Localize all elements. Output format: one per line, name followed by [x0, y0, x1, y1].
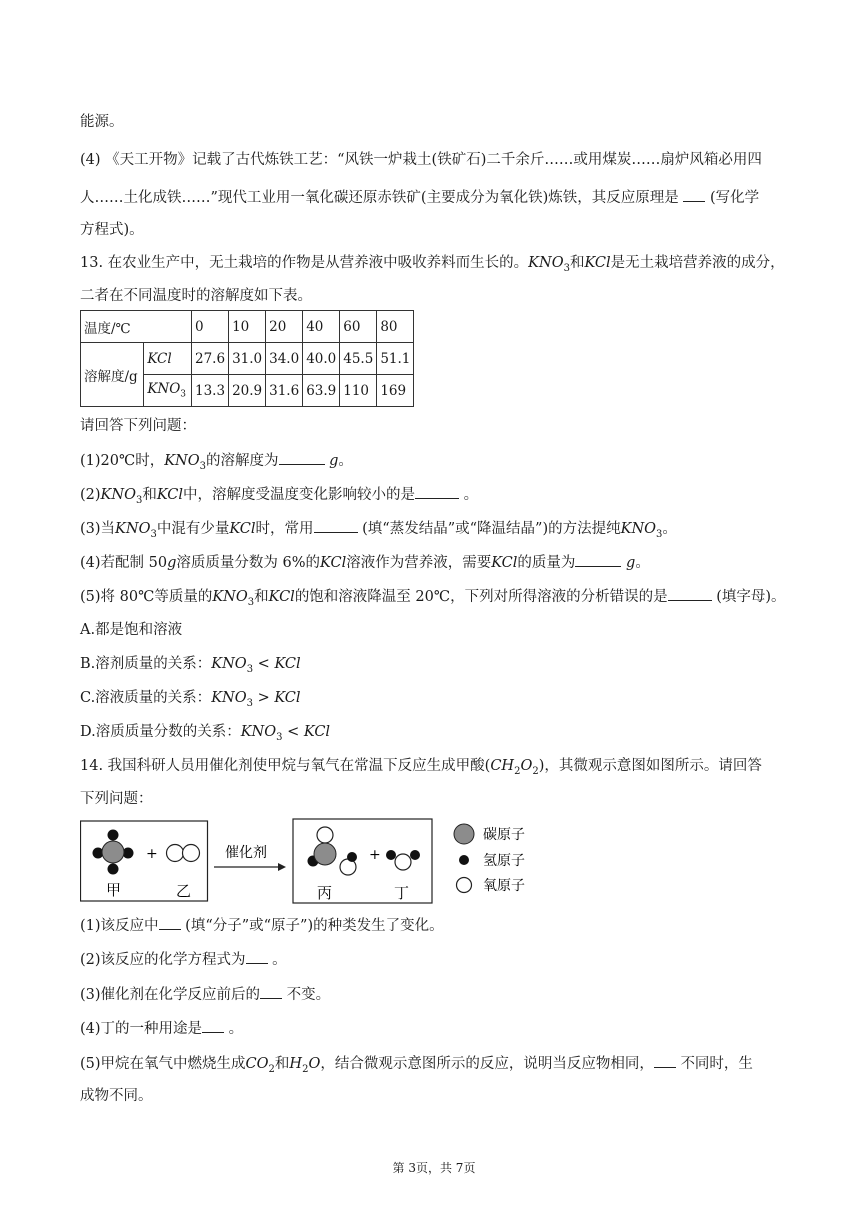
table-cell: KCl — [144, 343, 192, 375]
text: 13. 在农业生产中，无土栽培的作物是从营养液中吸收养料而生长的。 — [80, 255, 529, 271]
legend-carbon: 碳原子 — [483, 827, 525, 843]
text: 是无土栽培营养液的成分， — [610, 255, 785, 271]
table-cell: 80 — [377, 311, 414, 343]
label-ding: 丁 — [394, 884, 410, 902]
text: 人……土化成铁……”现代工业用一氧化碳还原赤铁矿(主要成分为氧化铁)炼铁，其反应原理是 — [80, 190, 679, 206]
label-yi: 乙 — [176, 882, 192, 900]
catalyst-label: 催化剂 — [225, 845, 267, 861]
text-line: 成物不同。 — [80, 1088, 153, 1104]
table-cell: 20 — [266, 311, 303, 343]
answer-blank[interactable] — [202, 1018, 224, 1033]
table-header-row — [81, 311, 414, 343]
formula-kno3: $KNO_3$ — [528, 255, 570, 274]
formula-kcl: KCl — [584, 255, 611, 271]
text: (写化学 — [709, 190, 760, 206]
sub-question-3: (3)当$KNO_3$中混有少量KCl时，常用 (填“蒸发结晶”或“降温结晶”)的方法提纯$KNO_3$。 — [80, 518, 677, 545]
text-line — [80, 187, 759, 208]
water-molecule — [386, 850, 420, 870]
table-cell: 10 — [229, 311, 266, 343]
table-cell: 51.1 — [377, 343, 414, 375]
answer-blank[interactable] — [260, 984, 282, 999]
sub-question-14-1: (1)该反应中 (填“分子”或“原子”)的种类发生了变化。 — [80, 915, 444, 936]
table-cell: 63.9 — [303, 375, 340, 407]
text-line — [80, 220, 144, 240]
answer-blank[interactable] — [415, 484, 459, 499]
text: 方程式)。 — [80, 222, 144, 238]
option-b: B.溶剂质量的关系：$KNO_3$ < KCl — [80, 656, 301, 675]
question-13-stem — [80, 253, 785, 279]
table-cell: 27.6 — [192, 343, 229, 375]
plus-sign: + — [146, 846, 158, 862]
table-cell: 110 — [340, 375, 377, 407]
question-14-stem: 14. 我国科研人员用催化剂使甲烷与氧气在常温下反应生成甲酸$(CH_2O_2)$，其微观示意图如图所示。请回答 — [80, 758, 762, 777]
plus-sign: + — [369, 847, 381, 863]
text: 二者在不同温度时的溶解度如下表。 — [80, 288, 312, 304]
answer-blank[interactable] — [279, 450, 325, 465]
sub-question-5: (5)将 80℃等质量的$KNO_3$和KCl的饱和溶液降温至 20℃，下列对所得溶液的分析错误的是 (填字母)。 — [80, 586, 786, 613]
table-cell: 13.3 — [192, 375, 229, 407]
text-line — [80, 112, 124, 132]
table-cell: 溶解度/g — [81, 343, 144, 407]
option-a: A.都是饱和溶液 — [80, 622, 183, 638]
option-d: D.溶质质量分数的关系：$KNO_3$ < KCl — [80, 724, 331, 743]
table-row — [81, 343, 414, 375]
sub-question-14-5: (5)甲烷在氧气中燃烧生成$CO_2$和$H_2O$，结合微观示意图所示的反应，说明当反应物相同， 不同时，生 — [80, 1053, 753, 1080]
table-cell: 60 — [340, 311, 377, 343]
solubility-table — [80, 310, 414, 407]
sub-question-14-2: (2)该反应的化学方程式为 。 — [80, 949, 287, 970]
label-bing: 丙 — [317, 884, 333, 902]
text-line — [80, 416, 196, 436]
arrow-head — [278, 863, 286, 871]
microscopic-reaction-diagram — [80, 817, 550, 907]
sub-question-1: (1)20℃时，$KNO_3$的溶解度为 g。 — [80, 450, 353, 477]
legend — [454, 824, 525, 894]
table-cell: 40 — [303, 311, 340, 343]
answer-blank[interactable] — [246, 949, 268, 964]
legend-oxygen: 氧原子 — [483, 878, 525, 894]
table-cell: 34.0 — [266, 343, 303, 375]
table-cell: $KNO_3$ — [144, 375, 192, 407]
text: (4) 《天工开物》记载了古代炼铁工艺：“风铁一炉栽土(铁矿石)二千余斤……或用煤炭……扇炉风箱必用四 — [80, 152, 762, 168]
table-cell: 20.9 — [229, 375, 266, 407]
answer-blank[interactable] — [668, 586, 712, 601]
oxygen-molecule — [167, 845, 200, 862]
legend-hydrogen: 氢原子 — [483, 853, 525, 869]
answer-blank[interactable] — [654, 1053, 676, 1068]
answer-blank[interactable] — [159, 915, 181, 930]
text-line — [80, 150, 762, 170]
option-c: C.溶液质量的关系：$KNO_3$ > KCl — [80, 690, 301, 709]
sub-question-2: $(2)KNO_3$和KCl中，溶解度受温度变化影响较小的是 。 — [80, 484, 478, 511]
sub-question-14-3: (3)催化剂在化学反应前后的 不变。 — [80, 984, 330, 1005]
table-cell: 169 — [377, 375, 414, 407]
table-cell: 31.0 — [229, 343, 266, 375]
text: 和 — [569, 255, 585, 271]
formic-acid-molecule — [308, 827, 358, 875]
text-line — [80, 286, 312, 306]
page-footer: 第 3页，共 7页 — [392, 1161, 476, 1175]
sub-question-14-4: (4)丁的一种用途是 。 — [80, 1018, 243, 1039]
answer-blank[interactable] — [683, 187, 705, 202]
table-cell: 0 — [192, 311, 229, 343]
methane-molecule — [93, 830, 134, 875]
table-cell: 温度/℃ — [81, 311, 192, 343]
table-cell: 45.5 — [340, 343, 377, 375]
text-line: 下列问题： — [80, 791, 153, 807]
table-cell: 31.6 — [266, 375, 303, 407]
text: 能源。 — [80, 114, 124, 130]
text: 请回答下列问题： — [80, 418, 196, 434]
answer-blank[interactable] — [575, 552, 621, 567]
sub-question-4: (4)若配制 50g溶质质量分数为 6%的KCl溶液作为营养液，需要KCl的质量为 g。 — [80, 552, 650, 573]
table-cell: 40.0 — [303, 343, 340, 375]
answer-blank[interactable] — [314, 518, 358, 533]
label-jia: 甲 — [106, 881, 122, 899]
